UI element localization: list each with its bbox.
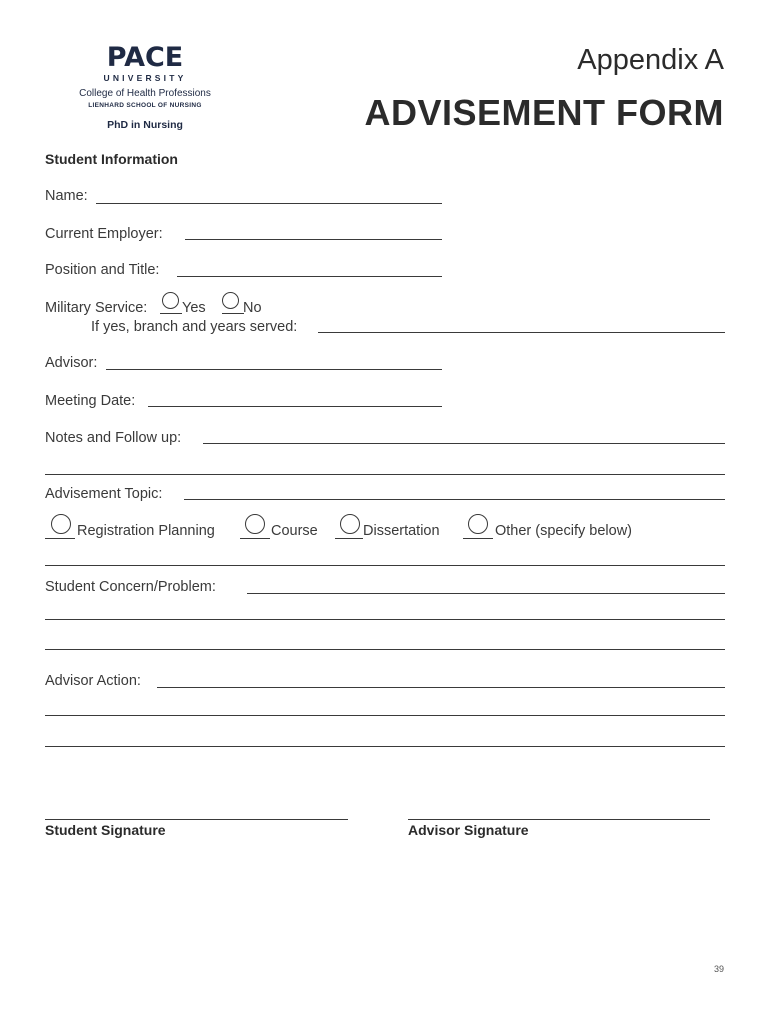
logo-university-text: UNIVERSITY [103, 73, 187, 83]
military-no-checkbox[interactable] [222, 292, 239, 309]
military-no-underline [222, 313, 244, 314]
student-signature-label: Student Signature [45, 822, 166, 838]
other-underline [463, 538, 493, 539]
advisor-signature-label: Advisor Signature [408, 822, 529, 838]
logo-college-text: College of Health Professions [79, 88, 211, 99]
topic-field[interactable] [184, 499, 725, 500]
pace-university-logo [70, 44, 220, 132]
appendix-heading: Appendix A [577, 44, 724, 76]
logo-pace-wordmark: PACE [106, 42, 184, 73]
branch-field[interactable] [318, 332, 725, 333]
meeting-date-field[interactable] [148, 406, 442, 407]
course-underline [240, 538, 270, 539]
section-title: Student Information [45, 151, 178, 167]
page-number: 39 [713, 964, 724, 974]
notes-field[interactable] [203, 443, 725, 444]
concern-field[interactable] [247, 593, 725, 594]
other-label: Other (specify below) [495, 523, 632, 539]
logo-school-text: LIENHARD SCHOOL OF NURSING [88, 102, 202, 109]
student-signature-field[interactable] [45, 819, 348, 820]
position-field[interactable] [177, 276, 442, 277]
course-checkbox[interactable] [245, 514, 265, 534]
employer-field[interactable] [185, 239, 442, 240]
advisor-signature-field[interactable] [408, 819, 710, 820]
course-label: Course [271, 523, 318, 539]
branch-label: If yes, branch and years served: [91, 319, 298, 335]
other-checkbox[interactable] [468, 514, 488, 534]
dissertation-checkbox[interactable] [340, 514, 360, 534]
other-specify-field[interactable] [45, 565, 725, 566]
concern-field-line-3[interactable] [45, 649, 725, 650]
concern-label: Student Concern/Problem: [45, 579, 216, 595]
military-yes-checkbox[interactable] [162, 292, 179, 309]
military-yes-underline [160, 313, 182, 314]
registration-planning-checkbox[interactable] [51, 514, 71, 534]
logo-program-text: PhD in Nursing [107, 119, 183, 131]
military-yes-label: Yes [182, 300, 206, 316]
dissertation-underline [335, 538, 363, 539]
registration-planning-label: Registration Planning [77, 523, 215, 539]
notes-field-line-2[interactable] [45, 474, 725, 475]
action-field-line-3[interactable] [45, 746, 725, 747]
action-field[interactable] [157, 687, 725, 688]
action-label: Advisor Action: [45, 673, 141, 689]
military-label: Military Service: [45, 300, 148, 316]
form-title: ADVISEMENT FORM [364, 92, 724, 133]
notes-label: Notes and Follow up: [45, 430, 182, 446]
registration-underline [45, 538, 75, 539]
topic-label: Advisement Topic: [45, 486, 163, 502]
advisor-field[interactable] [106, 369, 442, 370]
employer-label: Current Employer: [45, 226, 163, 242]
advisor-label: Advisor: [45, 355, 98, 371]
name-label: Name: [45, 188, 88, 204]
meeting-date-label: Meeting Date: [45, 393, 136, 409]
dissertation-label: Dissertation [363, 523, 440, 539]
military-no-label: No [243, 300, 262, 316]
action-field-line-2[interactable] [45, 715, 725, 716]
concern-field-line-2[interactable] [45, 619, 725, 620]
name-field[interactable] [96, 203, 442, 204]
position-label: Position and Title: [45, 262, 160, 278]
